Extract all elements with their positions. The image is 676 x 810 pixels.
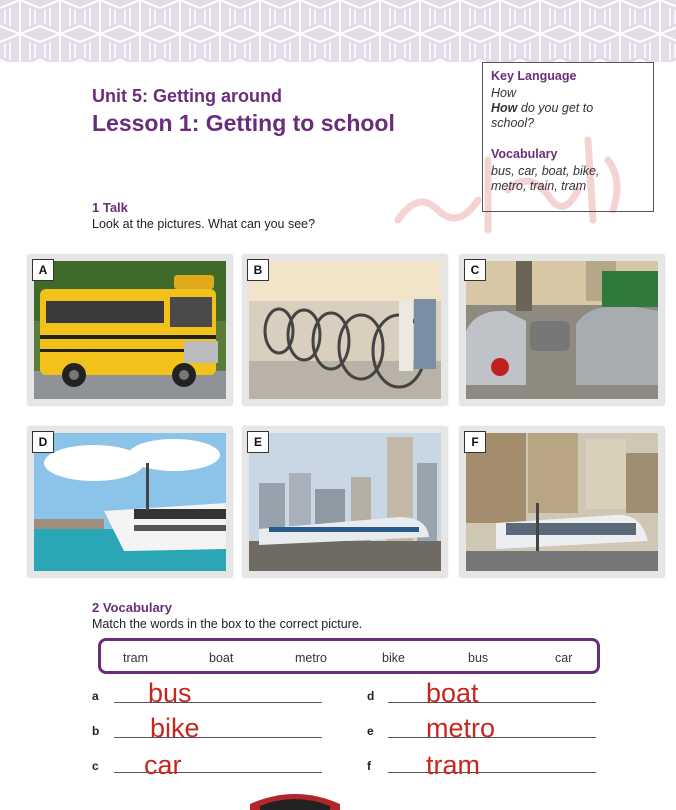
answer-line-f — [388, 772, 596, 773]
vocabulary-line-2: metro, train, tram — [491, 179, 587, 193]
lesson-title: Lesson 1: Getting to school — [92, 110, 395, 136]
school-bus-image — [34, 261, 226, 399]
answer-letter-d: d — [367, 689, 375, 703]
picture-label-c: C — [464, 259, 486, 281]
answer-line-a — [114, 702, 322, 703]
answer-letter-f: f — [367, 759, 371, 773]
answer-letter-c: c — [92, 759, 99, 773]
answer-letter-a: a — [92, 689, 99, 703]
key-language-bold-word: How — [491, 101, 518, 115]
unit-title: Unit 5: Getting around — [92, 86, 282, 106]
metro-image — [249, 433, 441, 571]
picture-label-f: F — [464, 431, 486, 453]
picture-a — [28, 255, 232, 405]
answer-b: bike — [150, 713, 200, 743]
picture-d — [28, 427, 232, 577]
partial-image-bottom — [250, 790, 340, 810]
vocabulary-section-title: 2 Vocabulary — [92, 600, 172, 615]
boat-image — [34, 433, 226, 571]
talk-section-title: 1 Talk — [92, 200, 128, 215]
cars-image — [466, 261, 658, 399]
talk-instruction: Look at the pictures. What can you see? — [92, 217, 316, 231]
key-language-line-2-rest: do you get to — [517, 101, 594, 115]
answer-c: car — [144, 750, 182, 780]
key-language-line-3: school? — [491, 116, 535, 130]
picture-e — [243, 427, 447, 577]
tram-image — [466, 433, 658, 571]
vocabulary-line-1: bus, car, boat, bike, — [491, 164, 600, 178]
word-metro: metro — [295, 651, 327, 665]
picture-label-d: D — [32, 431, 54, 453]
header-banner — [0, 0, 676, 62]
answer-letter-e: e — [367, 724, 374, 738]
word-bus: bus — [468, 651, 489, 665]
vocabulary-instruction: Match the words in the box to the correct picture. — [92, 617, 363, 631]
word-box — [98, 638, 600, 674]
picture-c — [460, 255, 664, 405]
answer-e: metro — [426, 713, 496, 743]
key-language-line-1: How — [491, 86, 517, 100]
key-language-box — [482, 62, 654, 212]
picture-f — [460, 427, 664, 577]
answer-f: tram — [426, 750, 480, 780]
key-language-line-2 — [491, 101, 645, 116]
picture-label-b: B — [247, 259, 269, 281]
picture-b — [243, 255, 447, 405]
word-car: car — [555, 651, 573, 665]
answer-line-b — [114, 737, 322, 738]
word-tram: tram — [123, 651, 148, 665]
answer-d: boat — [426, 678, 479, 708]
key-language-title: Key Language — [491, 69, 577, 83]
picture-label-a: A — [32, 259, 54, 281]
word-boat: boat — [209, 651, 234, 665]
answer-letter-b: b — [92, 724, 100, 738]
vocabulary-title: Vocabulary — [491, 147, 558, 161]
bikes-image — [249, 261, 441, 399]
answer-a: bus — [148, 678, 192, 708]
picture-label-e: E — [247, 431, 269, 453]
word-bike: bike — [382, 651, 405, 665]
answer-line-d — [388, 702, 596, 703]
